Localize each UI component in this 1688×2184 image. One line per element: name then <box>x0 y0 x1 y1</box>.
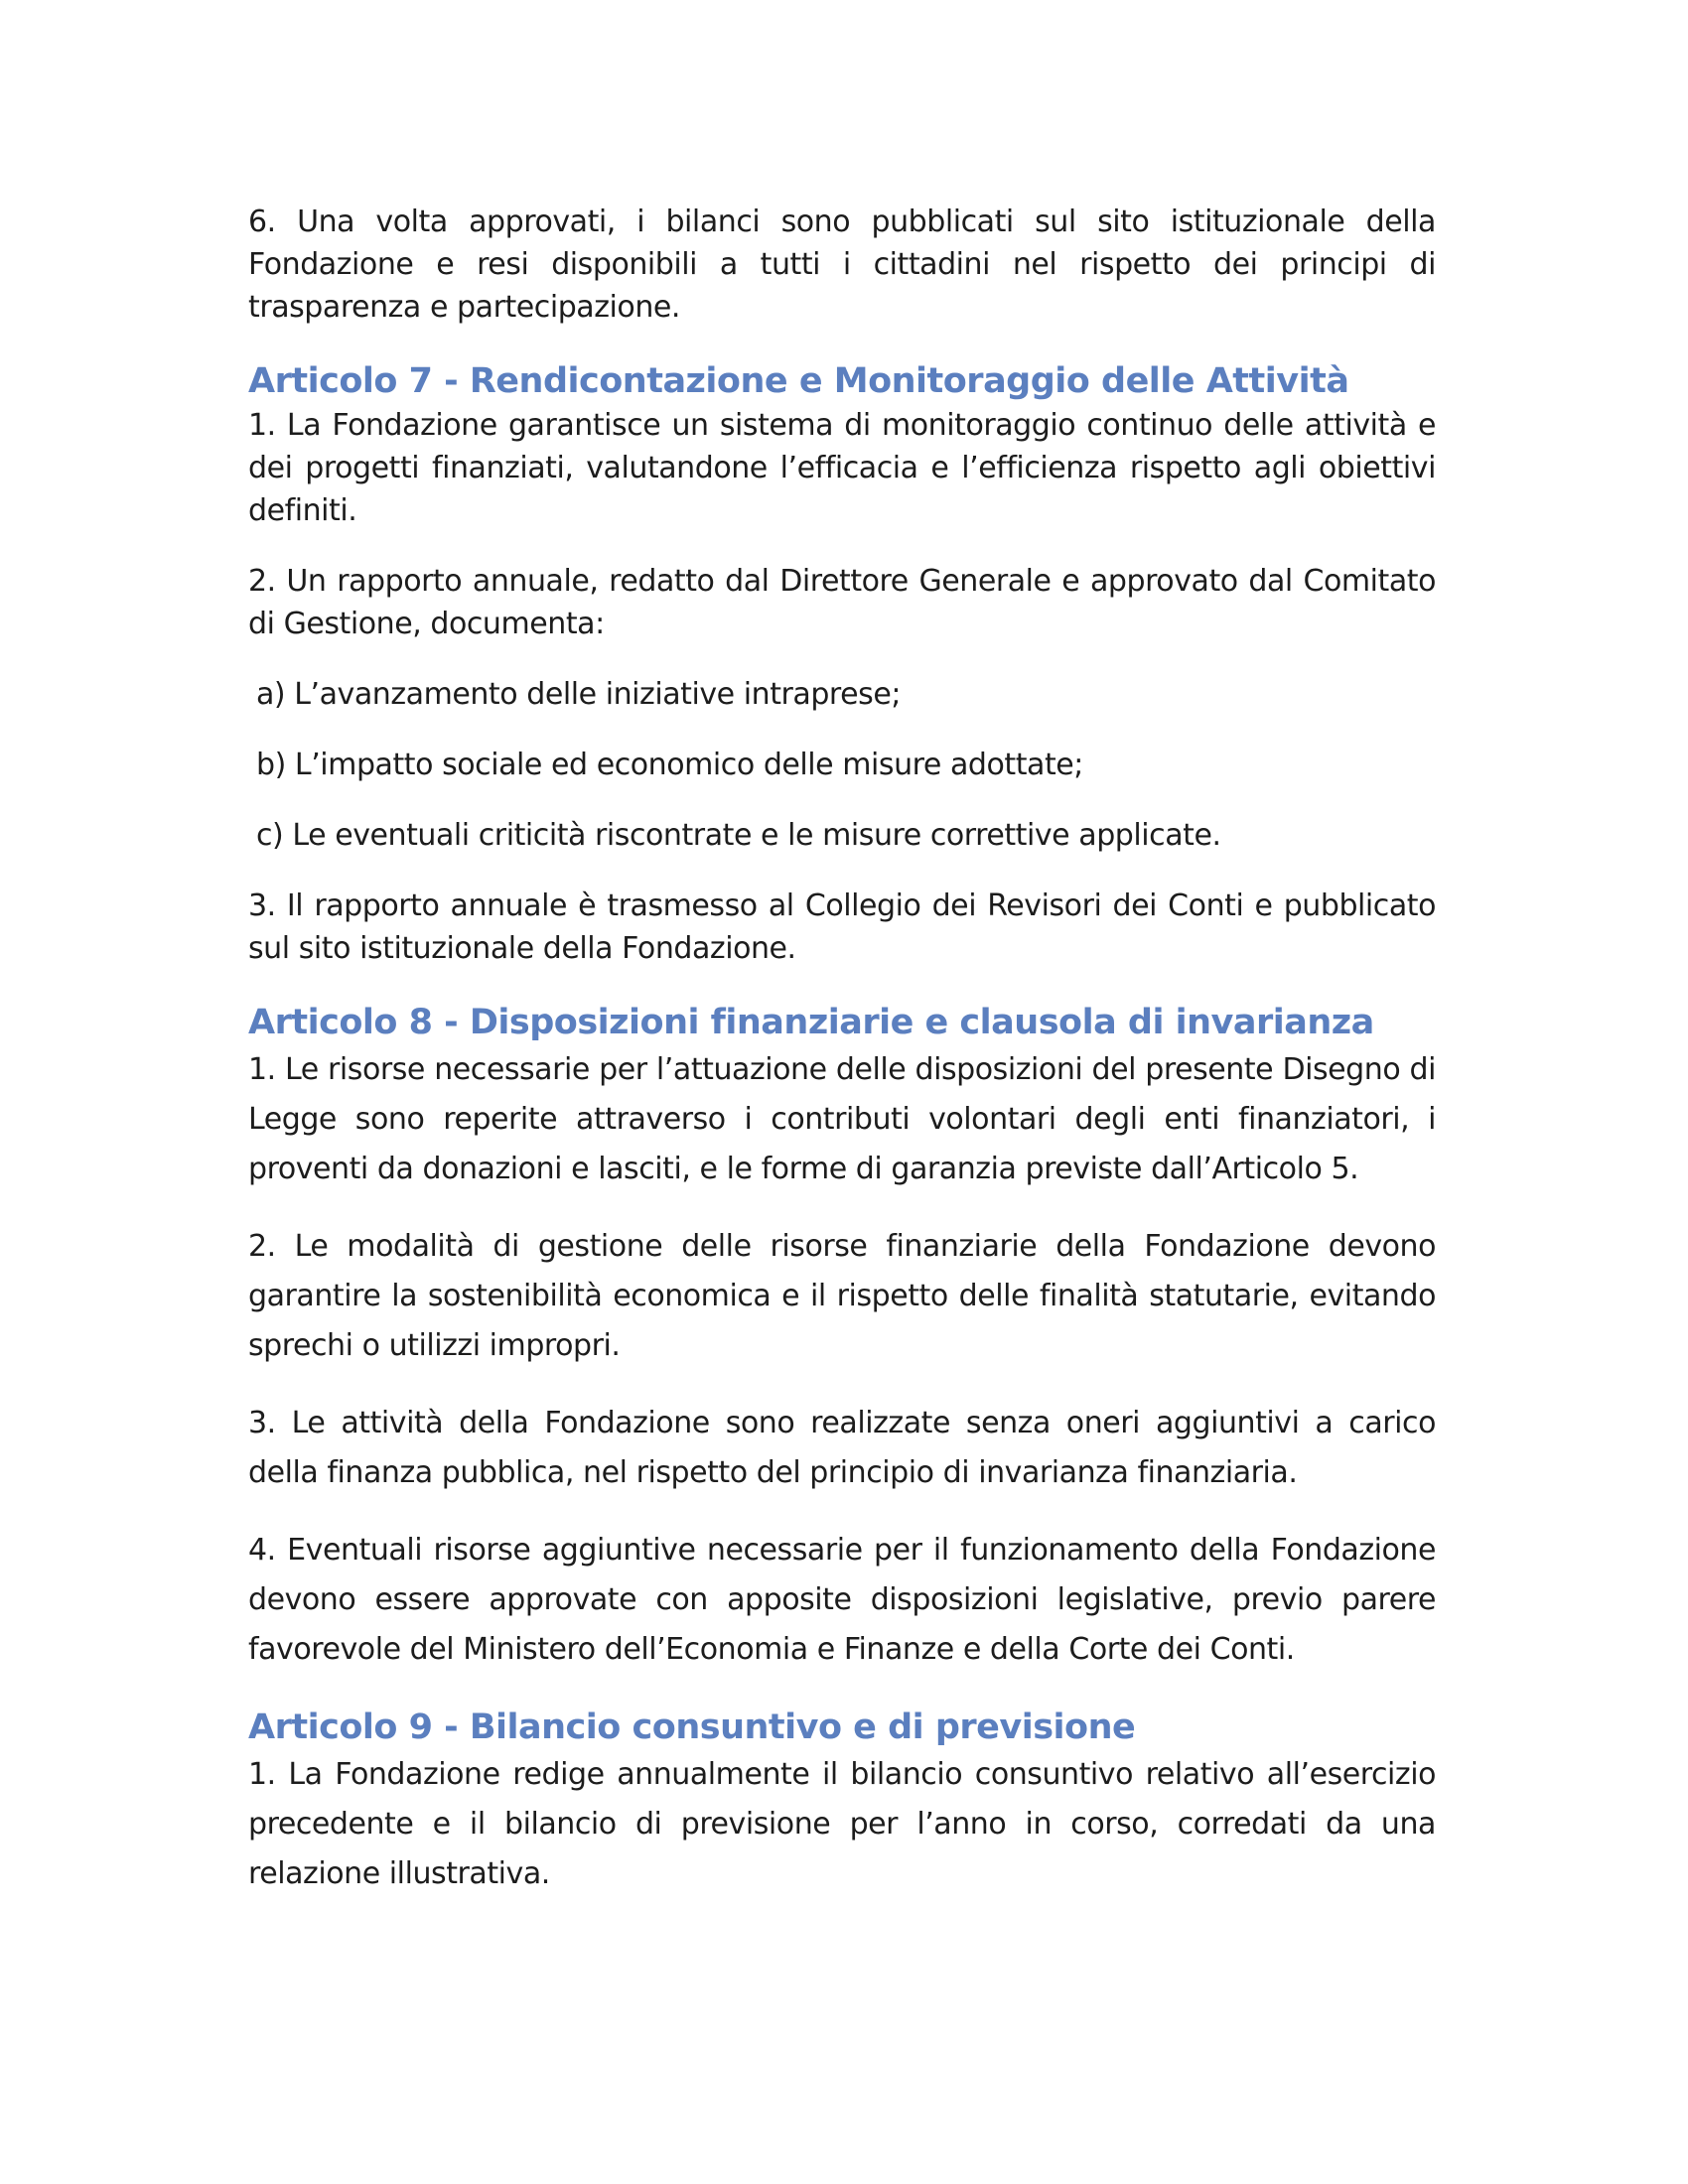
art8-paragraph-4: 4. Eventuali risorse aggiuntive necessarie per il funzionamento della Fondazione devono essere approvate con apposite disposizioni legislative, previo parere favorevole del Ministero dell’Economia e Finanze e della Corte dei Conti. <box>248 1533 1436 1667</box>
paragraph-6-previous: 6. Una volta approvati, i bilanci sono pubblicati sul sito istituzionale della Fondazione e resi disponibili a tutti i cittadini nel rispetto dei principi di trasparenza e partecipazione. <box>248 205 1436 325</box>
art7-paragraph-2: 2. Un rapporto annuale, redatto dal Direttore Generale e approvato dal Comitato di Gestione, documenta: <box>248 564 1436 641</box>
art9-paragraph-1: 1. La Fondazione redige annualmente il bilancio consuntivo relativo all’esercizio precedente e il bilancio di previsione per l’anno in corso, corredati da una relazione illustrativa. <box>248 1757 1436 1891</box>
art8-paragraph-1: 1. Le risorse necessarie per l’attuazione delle disposizioni del presente Disegno di Legge sono reperite attraverso i contributi volontari degli enti finanziatori, i proventi da donazioni e lasciti, e le forme di garanzia previste dall’Articolo 5. <box>248 1052 1436 1186</box>
art7-list-item-b: b) L’impatto sociale ed economico delle misure adottate; <box>256 748 1083 782</box>
art7-paragraph-3: 3. Il rapporto annuale è trasmesso al Collegio dei Revisori dei Conti e pubblicato sul sito istituzionale della Fondazione. <box>248 888 1436 966</box>
art7-list-item-a: a) L’avanzamento delle iniziative intraprese; <box>256 677 901 712</box>
art7-list-item-c: c) Le eventuali criticità riscontrate e le misure correttive applicate. <box>256 818 1221 853</box>
heading-articolo-9: Articolo 9 - Bilancio consuntivo e di previsione <box>248 1707 1136 1747</box>
document-page <box>248 201 1436 1899</box>
art7-paragraph-1: 1. La Fondazione garantisce un sistema di monitoraggio continuo delle attività e dei progetti finanziati, valutandone l’efficacia e l’efficienza rispetto agli obiettivi definiti. <box>248 408 1436 528</box>
art8-paragraph-2: 2. Le modalità di gestione delle risorse finanziarie della Fondazione devono garantire la sostenibilità economica e il rispetto delle finalità statutarie, evitando sprechi o utilizzi impropri. <box>248 1229 1436 1363</box>
heading-articolo-7: Articolo 7 - Rendicontazione e Monitoraggio delle Attività <box>248 361 1349 401</box>
art8-paragraph-3: 3. Le attività della Fondazione sono realizzate senza oneri aggiuntivi a carico della finanza pubblica, nel rispetto del principio di invarianza finanziaria. <box>248 1406 1436 1490</box>
heading-articolo-8: Articolo 8 - Disposizioni finanziarie e clausola di invarianza <box>248 1003 1374 1042</box>
